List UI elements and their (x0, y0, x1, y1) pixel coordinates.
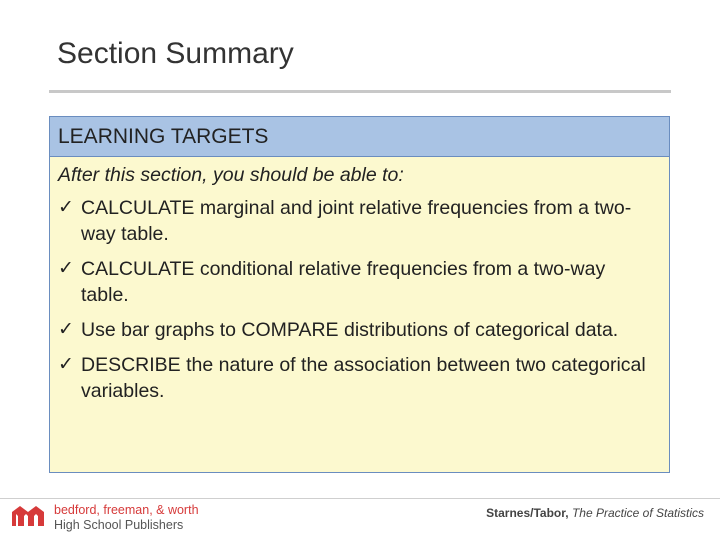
checkmark-icon: ✓ (58, 354, 74, 375)
publisher-name: bedford, freeman, & worth (54, 503, 199, 517)
learning-targets-header: LEARNING TARGETS (50, 117, 669, 157)
slide-title: Section Summary (57, 37, 294, 70)
learning-target-item (58, 195, 656, 247)
checkmark-icon: ✓ (58, 319, 74, 340)
credit-book-title: The Practice of Statistics (571, 506, 704, 520)
macmillan-logo-icon (12, 504, 44, 526)
publisher-logo-text (54, 503, 199, 533)
learning-target-text: CALCULATE conditional relative frequencies from a two-way table. (81, 258, 606, 306)
learning-target-text: Use bar graphs to COMPARE distributions of categorical data. (81, 319, 619, 341)
checkmark-icon: ✓ (58, 258, 74, 279)
footer-credit (486, 506, 704, 520)
footer-divider (0, 498, 720, 499)
title-divider (49, 90, 671, 93)
checkmark-icon: ✓ (58, 197, 74, 218)
learning-target-item (58, 317, 656, 343)
learning-target-item (58, 256, 656, 308)
learning-target-text: CALCULATE marginal and joint relative frequencies from a two-way table. (81, 197, 632, 245)
learning-targets-intro: After this section, you should be able to: (58, 164, 404, 186)
publisher-division: High School Publishers (54, 518, 184, 532)
learning-target-item (58, 352, 656, 404)
learning-target-text: DESCRIBE the nature of the association between two categorical variables. (81, 354, 646, 402)
credit-authors: Starnes/Tabor, (486, 506, 569, 520)
learning-targets-box (49, 116, 670, 473)
learning-targets-list (58, 195, 656, 413)
